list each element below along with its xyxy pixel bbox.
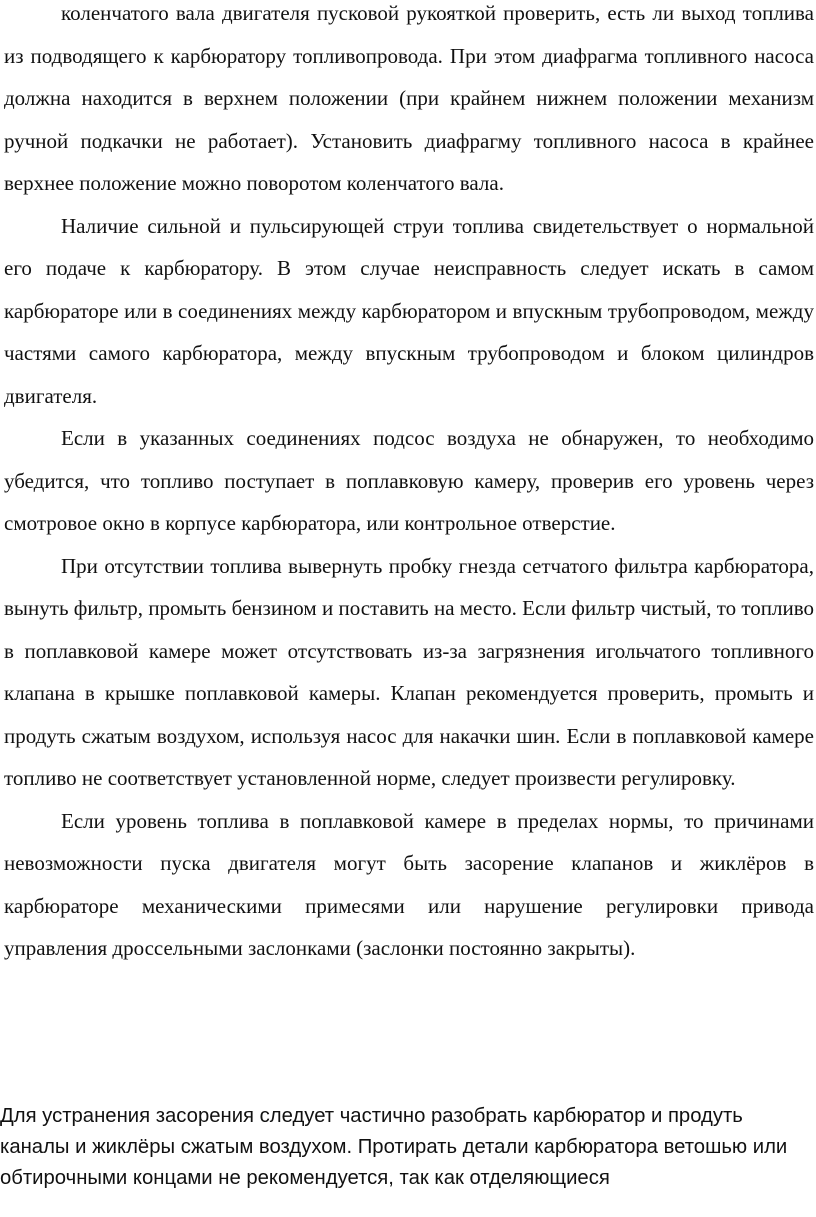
paragraph-no-fuel-filter: При отсутствии топлива вывернуть пробку гнезда сетчатого фильтра карбюратора, вынуть фильтр, промыть бензином и поставить на место. Если фильтр чистый, то топливо в поплавковой камере может отсутствовать из-за загрязнения игольчатого топливного клапана в крышке поплавковой камеры. Клапан рекомендуется проверить, промыть и продуть сжатым воздухом, используя насос для накачки шин. Если в поплавковой камере топливо не соответствует установленной норме, следует произвести регулировку.: [4, 553, 814, 790]
paragraph-carburetor-fuel-check: коленчатого вала двигателя пусковой рукояткой проверить, есть ли выход топлива из подводящего к карбюратору топливопровода. При этом диафрагма топливного насоса должна находится в верхнем положении (при крайнем нижнем положении механизм ручной подкачки не работает). Установить диафрагму топливного насоса в крайнее верхнее положение можно поворотом коленчатого вала.: [4, 1, 814, 195]
document-body-continued: [0, 1101, 812, 1194]
paragraph-air-leak-not-found: Если в указанных соединениях подсос воздуха не обнаружен, то необходимо убедится, что топливо поступает в поплавковую камеру, проверив его уровень через смотровое окно в корпусе карбюратора, или контрольное отверстие.: [4, 426, 814, 535]
paragraph-clean-clogging: Для устранения засорения следует частично разобрать карбюратор и продуть каналы и жиклёры сжатым воздухом. Протирать детали карбюратора ветошью или обтирочными концами не рекомендуется, так как отделяющиеся: [0, 1105, 788, 1189]
document-body: [4, 0, 814, 970]
paragraph-strong-fuel-stream: Наличие сильной и пульсирующей струи топлива свидетельствует о нормальной его подаче к карбюратору. В этом случае неисправность следует искать в самом карбюраторе или в соединениях между карбюратором и впускным трубопроводом, между частями самого карбюратора, между впускным трубопроводом и блоком цилиндров двигателя.: [4, 213, 814, 408]
paragraph-fuel-level-normal: Если уровень топлива в поплавковой камере в пределах нормы, то причинами невозможности пуска двигателя могут быть засорение клапанов и жиклёров в карбюраторе механическими примесями или нарушение регулировки привода управления дроссельными заслонками (заслонки постоянно закрыты).: [4, 808, 814, 960]
